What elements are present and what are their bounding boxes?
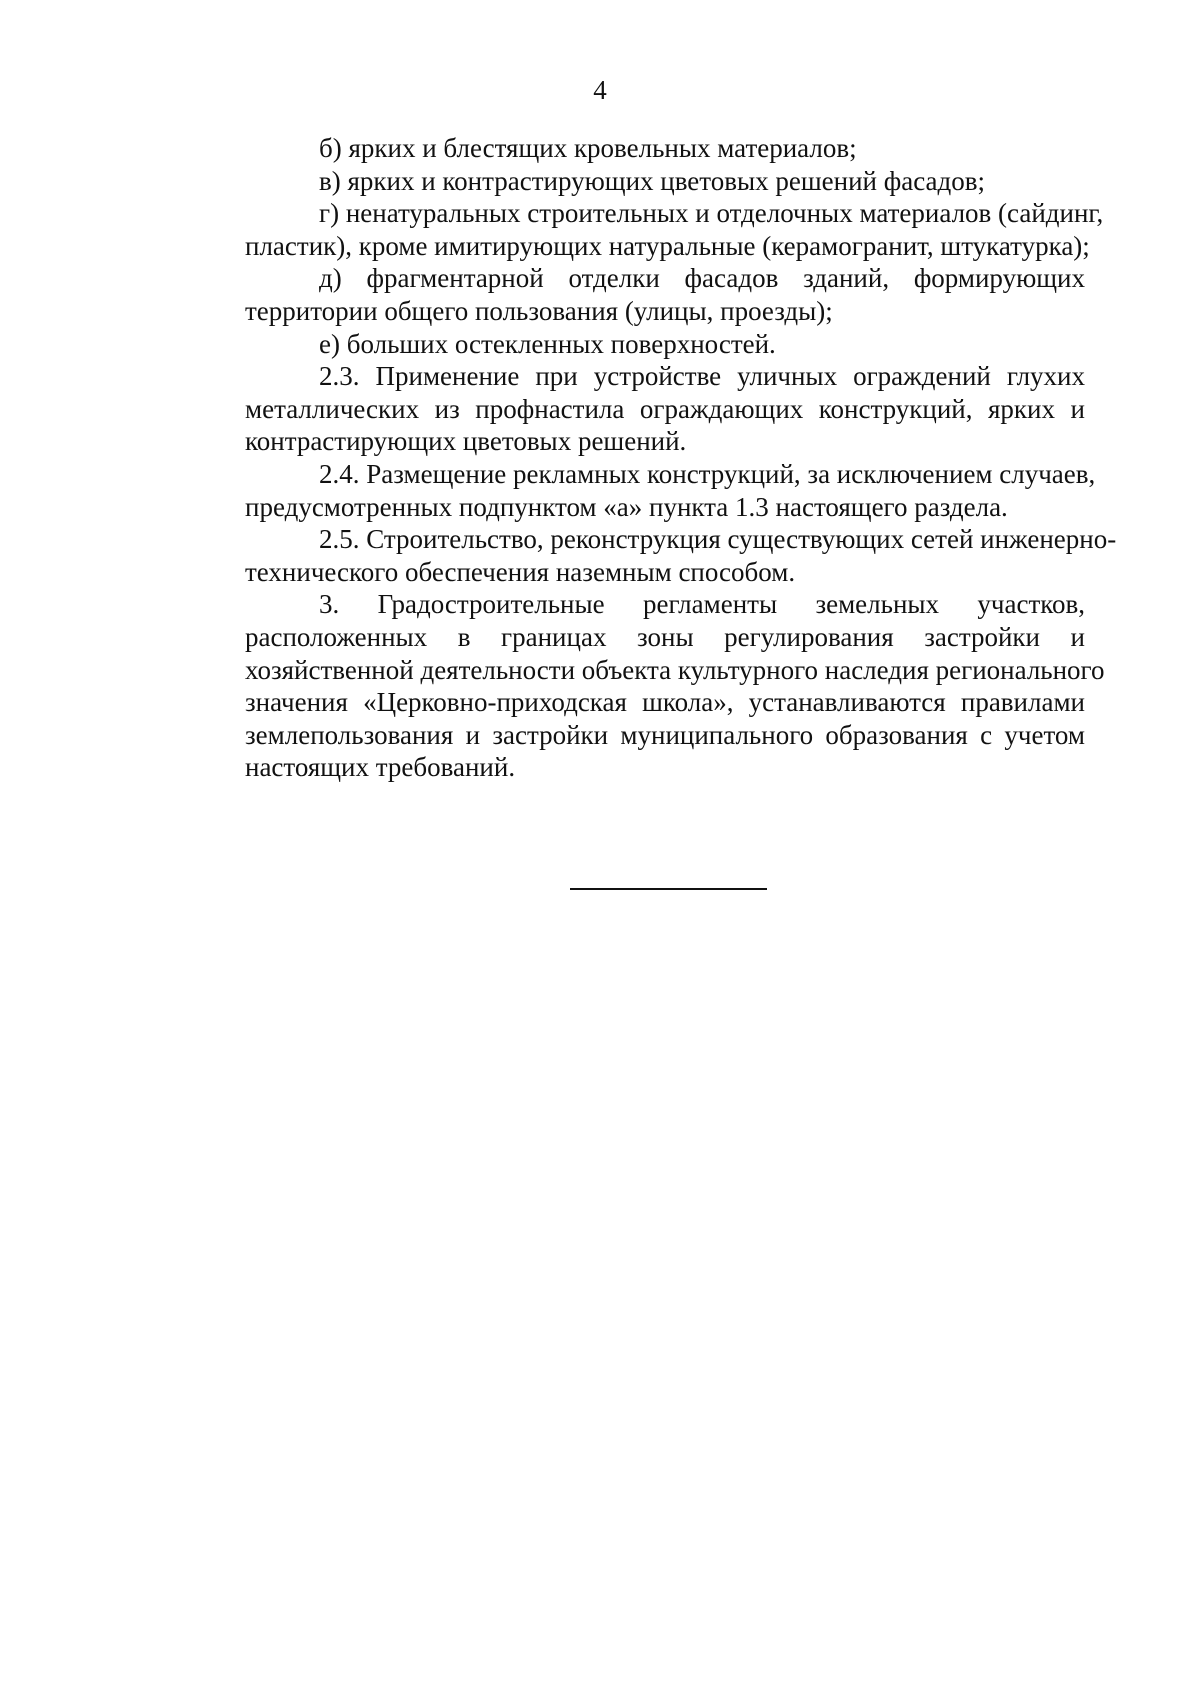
paragraph-line: расположенных в границах зоны регулирования застройки и — [245, 621, 1085, 652]
paragraph-line: 2.3. Применение при устройстве уличных ограждений глухих — [319, 361, 1085, 392]
paragraph-line: г) ненатуральных строительных и отделочных материалов (сайдинг, — [319, 198, 1104, 229]
paragraph-line: предусмотренных подпунктом «а» пункта 1.3 настоящего раздела. — [245, 491, 1008, 522]
end-divider-line — [570, 888, 767, 890]
paragraph-line: металлических из профнастила ограждающих конструкций, ярких и — [245, 393, 1085, 424]
paragraph-e — [171, 328, 1085, 361]
paragraph-2-5 — [171, 523, 1117, 588]
paragraph-b — [171, 132, 1085, 165]
paragraph-line: территории общего пользования (улицы, проезды); — [245, 295, 833, 326]
paragraph-line: землепользования и застройки муниципального образования с учетом — [245, 719, 1085, 750]
paragraph-v — [171, 165, 1085, 198]
page-number: 4 — [593, 75, 607, 105]
paragraph-line: 2.5. Строительство, реконструкция существующих сетей инженерно- — [319, 524, 1117, 555]
document-body — [171, 132, 1117, 784]
paragraph-line: в) ярких и контрастирующих цветовых решений фасадов; — [319, 165, 985, 196]
paragraph-line: настоящих требований. — [245, 752, 516, 783]
paragraph-line: хозяйственной деятельности объекта культурного наследия регионального — [245, 654, 1105, 685]
paragraph-line: значения «Церковно-приходская школа», устанавливаются правилами — [245, 687, 1085, 718]
paragraph-line: б) ярких и блестящих кровельных материалов; — [319, 133, 857, 163]
paragraph-2-4 — [171, 458, 1096, 523]
paragraph-d — [171, 262, 1085, 327]
paragraph-g — [171, 197, 1104, 262]
paragraph-line: пластик), кроме имитирующих натуральные (керамогранит, штукатурка); — [245, 230, 1090, 261]
paragraph-line: 2.4. Размещение рекламных конструкций, за исключением случаев, — [319, 458, 1096, 489]
paragraph-line: технического обеспечения наземным способом. — [245, 556, 796, 587]
paragraph-3 — [171, 588, 1105, 784]
paragraph-line: е) больших остекленных поверхностей. — [319, 328, 776, 359]
paragraph-line: д) фрагментарной отделки фасадов зданий, формирующих — [319, 263, 1085, 294]
paragraph-2-3 — [171, 360, 1085, 458]
paragraph-line: 3. Градостроительные регламенты земельных участков, — [319, 589, 1085, 620]
paragraph-line: контрастирующих цветовых решений. — [245, 426, 687, 457]
